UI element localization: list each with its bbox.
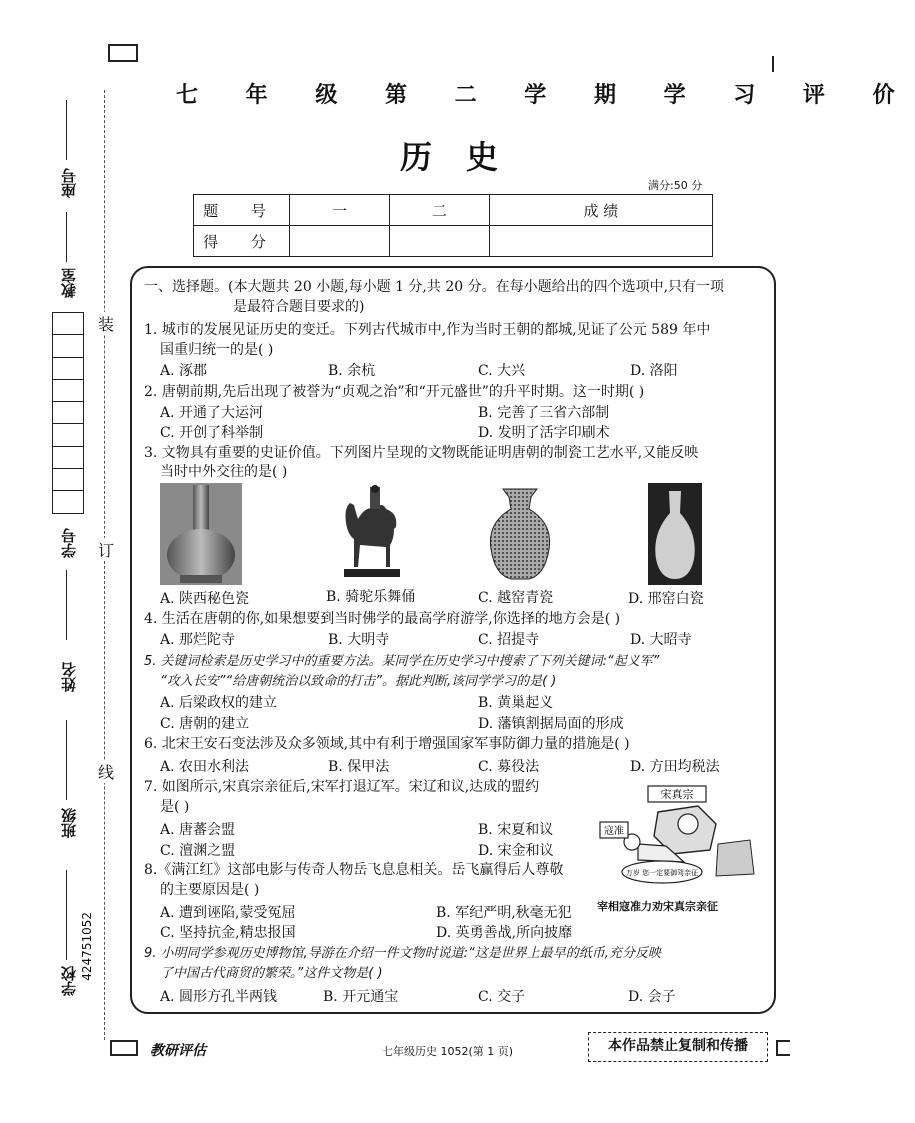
corner-mark [772, 56, 774, 72]
option-1a[interactable]: A. 涿郡 [160, 363, 208, 379]
option-7b[interactable]: B. 宋夏和议 [478, 822, 554, 838]
score-input-cell[interactable] [389, 226, 489, 257]
room-label: 教室 [60, 268, 78, 298]
option-2b[interactable]: B. 完善了三省六部制 [478, 405, 610, 421]
name-label: 姓名 [60, 662, 78, 692]
footer-box [110, 1040, 138, 1056]
option-7d[interactable]: D. 宋金和议 [478, 843, 554, 859]
score-table-header-row [194, 195, 713, 226]
score-table-cell: 成 绩 [489, 195, 712, 226]
score-table-cell: 二 [389, 195, 489, 226]
option-4c[interactable]: C. 招提寺 [478, 632, 540, 648]
page-number: 七年级历史 1052(第 1 页) [382, 1045, 514, 1058]
option-8a[interactable]: A. 遭到诬陷,蒙受冤屈 [160, 905, 296, 921]
binding-char-xian: 线 [98, 760, 114, 783]
paper-code: 424751052 [80, 912, 94, 981]
copyright-notice: 本作品禁止复制和传播 [588, 1032, 768, 1062]
question-2-stem: 2. 唐朝前期,先后出现了被誉为“贞观之治”和“开元盛世”的升平时期。这一时期( ) [144, 384, 645, 400]
cartoon-emperor-label: 宋真宗 [660, 788, 694, 801]
option-8d[interactable]: D. 英勇善战,所向披靡 [436, 925, 573, 941]
option-4a[interactable]: A. 那烂陀寺 [160, 632, 236, 648]
option-2d[interactable]: D. 发明了活字印刷术 [478, 425, 610, 441]
question-8-stem: 8.《满江红》这部电影与传奇人物岳飞息息相关。岳飞赢得后人尊敬 [144, 862, 564, 878]
school-label: 学校 [60, 966, 78, 996]
option-3d[interactable]: D. 邢窑白瓷 [628, 591, 704, 607]
question-5-stem: 5. 关键词检索是历史学习中的重要方法。某同学在历史学习中搜索了下列关键词:“起义军” [144, 654, 660, 669]
option-3c[interactable]: C. 越窑青瓷 [478, 590, 554, 606]
option-7c[interactable]: C. 澶渊之盟 [160, 843, 236, 859]
score-table [193, 194, 713, 257]
room-line [66, 212, 67, 262]
option-5b[interactable]: B. 黄巢起义 [478, 695, 554, 711]
name-line [66, 570, 67, 640]
option-6b[interactable]: B. 保甲法 [328, 759, 390, 775]
question-5-stem-cont: “攻入长安”“给唐朝统治以致命的打击”。据此判断,该同学学习的是( ) [160, 674, 557, 689]
question-9-stem-cont: 了中国古代商贸的繁荣。”这件文物是( ) [160, 966, 383, 981]
score-table-cell: 得 分 [194, 226, 290, 257]
score-input-cell[interactable] [489, 226, 712, 257]
seat-label: 座号 [60, 168, 78, 198]
option-2a[interactable]: A. 开通了大运河 [160, 405, 264, 421]
camel-figurine-image [336, 483, 406, 585]
exam-heading: 七 年 级 第 二 学 期 学 习 评 价 [176, 82, 915, 108]
white-porcelain-vase-image [648, 483, 702, 585]
score-table-cell: 一 [290, 195, 390, 226]
corner-box [108, 44, 138, 62]
score-table-cell: 题 号 [194, 195, 290, 226]
celadon-vase-image [160, 483, 242, 585]
binding-line [104, 90, 105, 1040]
cartoon-minister-label: 寇准 [604, 826, 624, 837]
seat-line [66, 100, 67, 160]
class-label: 班级 [60, 808, 78, 838]
question-8-stem-cont: 的主要原因是( ) [160, 882, 260, 898]
option-1b[interactable]: B. 余杭 [328, 363, 376, 379]
option-3b[interactable]: B. 骑驼乐舞俑 [326, 589, 416, 605]
option-5d[interactable]: D. 藩镇割据局面的形成 [478, 716, 624, 732]
class-line [66, 720, 67, 800]
binding-char-zhuang: 装 [98, 312, 114, 335]
option-9a[interactable]: A. 圆形方孔半两钱 [160, 989, 278, 1005]
option-8c[interactable]: C. 坚持抗金,精忠报国 [160, 925, 296, 941]
question-3-stem-cont: 当时中外交往的是( ) [160, 464, 288, 480]
option-6a[interactable]: A. 农田水利法 [160, 759, 250, 775]
cartoon-caption: 宰相寇准力劝宋真宗亲征 [597, 900, 718, 913]
option-7a[interactable]: A. 唐蕃会盟 [160, 822, 236, 838]
option-3a[interactable]: A. 陕西秘色瓷 [160, 591, 250, 607]
question-4-stem: 4. 生活在唐朝的你,如果想要到当时佛学的最高学府游学,你选择的地方会是( ) [144, 611, 621, 627]
section-title: 一、选择题。(本大题共 20 小题,每小题 1 分,共 20 分。在每小题给出的四个选项中,只有一项 [144, 279, 725, 295]
footer-brand: 教研评估 [150, 1043, 206, 1059]
score-table-score-row [194, 226, 713, 257]
yue-celadon-vase-image [485, 483, 555, 585]
question-7-stem-cont: 是( ) [160, 799, 190, 815]
question-1-stem: 1. 城市的发展见证历史的变迁。下列古代城市中,作为当时王朝的都城,见证了公元 589 年中 [144, 322, 711, 338]
cartoon-speech: 万岁 您一定要御驾亲征 [625, 869, 699, 877]
student-no-label: 学号 [60, 528, 78, 558]
option-5c[interactable]: C. 唐朝的建立 [160, 716, 250, 732]
option-6c[interactable]: C. 募役法 [478, 759, 540, 775]
student-id-grid[interactable] [52, 312, 84, 514]
binding-char-ding: 订 [98, 538, 114, 561]
question-1-stem-cont: 国重归统一的是( ) [160, 342, 274, 358]
question-6-stem: 6. 北宋王安石变法涉及众多领域,其中有利于增强国家军事防御力量的措施是( ) [144, 736, 630, 752]
option-1d[interactable]: D. 洛阳 [630, 363, 678, 379]
option-5a[interactable]: A. 后梁政权的建立 [160, 695, 278, 711]
footer-right-box [776, 1040, 790, 1056]
school-line [66, 870, 67, 960]
question-9-stem: 9. 小明同学参观历史博物馆,导游在介绍一件文物时说道:“这是世界上最早的纸币,充分反映 [144, 946, 661, 961]
full-score: 满分:50 分 [648, 179, 703, 192]
section-title-cont: 是最符合题目要求的) [233, 299, 365, 315]
option-1c[interactable]: C. 大兴 [478, 363, 526, 379]
option-4d[interactable]: D. 大昭寺 [630, 632, 692, 648]
option-6d[interactable]: D. 方田均税法 [630, 759, 720, 775]
option-4b[interactable]: B. 大明寺 [328, 632, 390, 648]
option-9d[interactable]: D. 会子 [628, 989, 676, 1005]
song-zhenzong-cartoon [598, 784, 758, 884]
option-8b[interactable]: B. 军纪严明,秋毫无犯 [436, 905, 572, 921]
question-3-stem: 3. 文物具有重要的史证价值。下列图片呈现的文物既能证明唐朝的制瓷工艺水平,又能反映 [144, 445, 699, 461]
score-input-cell[interactable] [290, 226, 390, 257]
option-9c[interactable]: C. 交子 [478, 989, 526, 1005]
question-7-stem: 7. 如图所示,宋真宗亲征后,宋军打退辽军。宋辽和议,达成的盟约 [144, 779, 540, 795]
option-2c[interactable]: C. 开创了科举制 [160, 425, 264, 441]
subject-title: 历史 [400, 138, 533, 176]
option-9b[interactable]: B. 开元通宝 [323, 989, 399, 1005]
